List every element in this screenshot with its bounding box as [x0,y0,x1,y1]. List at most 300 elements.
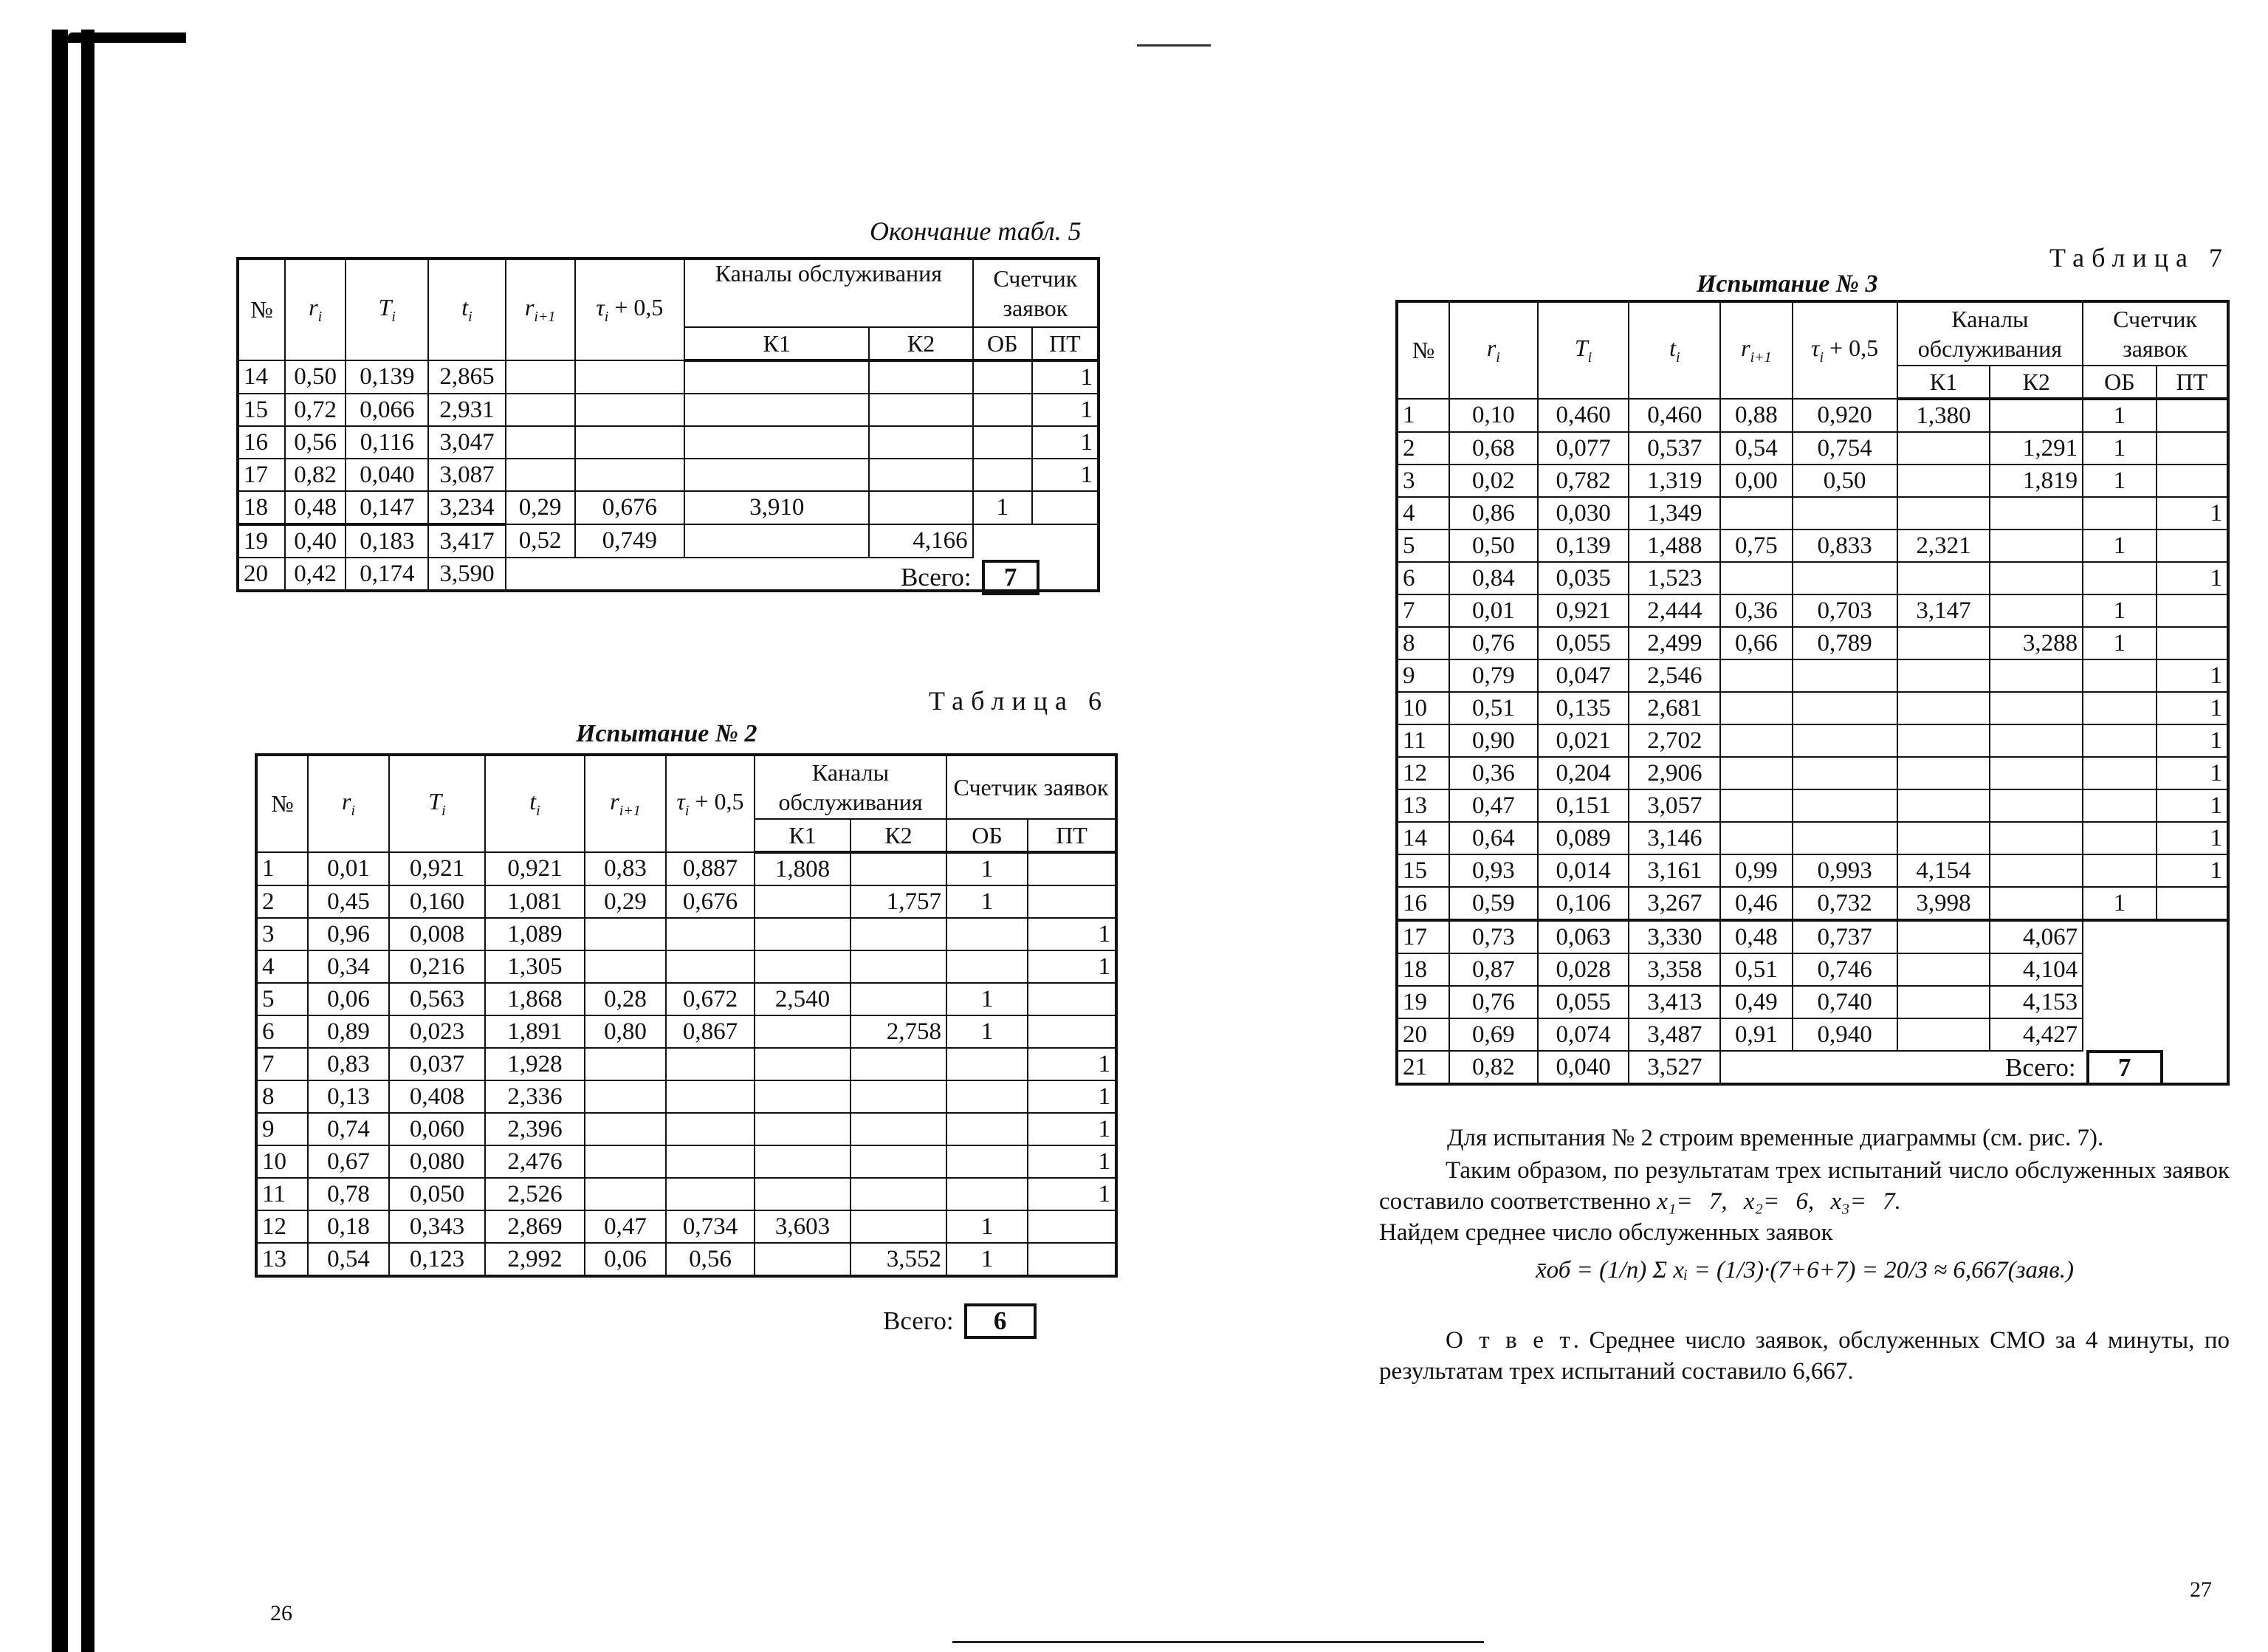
table-cell [575,394,684,426]
table-row [256,885,1116,918]
table-cell [1720,757,1792,789]
header-channels: Каналы обслуживания [1897,301,2083,366]
table-cell [946,918,1028,950]
table-cell: 0,40 [285,524,346,558]
table-cell [850,918,946,950]
table-cell [2157,953,2228,986]
table-cell [850,1080,946,1113]
table-cell: 0,76 [1449,986,1538,1018]
table-cell: 0,29 [585,885,666,918]
table-row [238,491,1099,524]
table-cell [1897,692,1990,724]
table-cell [1028,983,1116,1015]
table-cell: 1 [2083,594,2156,627]
table-cell: 14 [238,360,285,394]
table-cell: 4,067 [1990,920,2083,953]
table-cell [2083,920,2156,953]
table-cell: 8 [256,1080,308,1113]
table-cell: 1,757 [850,885,946,918]
table-cell: 0,68 [1449,432,1538,465]
table-cell [1990,562,2083,594]
table-cell [2157,1051,2228,1084]
page-number-left: 26 [270,1601,292,1625]
table-row [1397,692,2228,724]
table-cell: 1 [2083,627,2156,659]
table-cell [946,1113,1028,1145]
table-cell [2157,1018,2228,1051]
table-row [1397,757,2228,789]
total-value: 7 [982,560,1040,595]
table-cell: 0,833 [1793,529,1897,562]
table-cell [2083,789,2156,822]
table-cell: 1 [2157,562,2228,594]
header-ri: $r_i$ [285,258,346,360]
table-cell: 0,460 [1538,399,1629,432]
table-cell: 9 [256,1113,308,1145]
table-cell: 19 [238,524,285,558]
table-cell [946,1080,1028,1113]
table-cell: 1 [1032,426,1099,459]
table-cell [1032,558,1099,591]
table-cell [2157,594,2228,627]
table-cell: 1 [946,1015,1028,1048]
header-k1: К1 [1897,366,1990,399]
table-cell: 1,808 [755,852,850,885]
table-cell [1990,594,2083,627]
table-cell [2157,627,2228,659]
table-cell: 13 [256,1243,308,1276]
table-cell: 2,681 [1629,692,1720,724]
table-cell [1720,822,1792,854]
table-cell: 3 [1397,465,1449,497]
table-cell: 20 [238,558,285,591]
table-cell [1897,724,1990,757]
table-cell: 0,151 [1538,789,1629,822]
table-cell [1032,524,1099,558]
table-cell: 1 [2157,692,2228,724]
table-cell: 2,336 [485,1080,585,1113]
table-cell: 5 [1397,529,1449,562]
table-cell: 3 [256,918,308,950]
table-cell: 0,83 [585,852,666,885]
table-cell: 0,023 [389,1015,485,1048]
table-row [238,426,1099,459]
table-cell [1720,692,1792,724]
table-cell: 0,216 [389,950,485,983]
table-cell [1720,659,1792,692]
table-cell: 11 [256,1178,308,1210]
table-cell [2157,986,2228,1018]
header-ri: $r_i$ [308,755,389,852]
table-cell: 0,67 [308,1145,389,1178]
header-Ti: $T_i$ [389,755,485,852]
table-cell: 0,47 [585,1210,666,1243]
page-edge-bottom [952,1641,1484,1643]
table-cell: 0,76 [1449,627,1538,659]
header-ob: ОБ [946,819,1028,852]
table-cell [869,459,972,491]
table-cell [755,918,850,950]
table-cell [506,459,575,491]
table-cell [1028,1243,1116,1276]
table7-total [2005,1050,2163,1086]
table-cell [1990,692,2083,724]
table-cell [1897,659,1990,692]
table-cell: 0,29 [506,491,575,524]
table-cell: 1 [2157,854,2228,887]
table-cell [2157,465,2228,497]
table-cell [755,1015,850,1048]
table-row [1397,1018,2228,1051]
table-row [238,360,1099,394]
table-cell [946,950,1028,983]
table-cell: 13 [1397,789,1449,822]
table-cell: 0,99 [1720,854,1792,887]
table-cell [1990,822,2083,854]
table-cell: 0,183 [346,524,428,558]
table-cell: 3,147 [1897,594,1990,627]
table-cell [1990,724,2083,757]
table-6 [255,753,1118,1278]
paragraph-diagrams: Для испытания № 2 строим временные диаграммы (см. рис. 7). [1447,1125,2104,1151]
table-cell: 10 [256,1145,308,1178]
table-cell: 0,13 [308,1080,389,1113]
table-cell [850,1113,946,1145]
table-cell [973,426,1032,459]
table-cell: 0,676 [575,491,684,524]
table-cell [1990,757,2083,789]
table-cell: 0,48 [1720,920,1792,953]
table-cell [1028,1015,1116,1048]
table-cell [506,558,575,591]
table-cell: 1 [2157,724,2228,757]
table-cell: 0,746 [1793,953,1897,986]
table-cell: 0,84 [1449,562,1538,594]
table-cell [506,360,575,394]
table-cell: 0,123 [389,1243,485,1276]
table-cell: 3,413 [1629,986,1720,1018]
table-cell: 2,758 [850,1015,946,1048]
table-cell: 1 [2083,529,2156,562]
table-cell: 1 [1028,1145,1116,1178]
table-cell [755,1243,850,1276]
table-cell: 1,891 [485,1015,585,1048]
table-cell [1028,885,1116,918]
table-cell: 0,734 [666,1210,755,1243]
table-row [1397,789,2228,822]
table-cell: 0,867 [666,1015,755,1048]
table-cell: 1 [1032,394,1099,426]
table-cell [1897,432,1990,465]
table-cell: 0,080 [389,1145,485,1178]
table-cell [1720,1051,1792,1084]
table-cell [684,558,869,591]
table-cell: 3,358 [1629,953,1720,986]
table-cell [575,459,684,491]
header-no: № [1397,301,1449,399]
table-cell: 1 [1028,1080,1116,1113]
total-value: 7 [2086,1050,2163,1086]
table-cell: 0,940 [1793,1018,1897,1051]
table-cell: 0,749 [575,524,684,558]
table-cell: 0,066 [346,394,428,426]
table-cell: 0,014 [1538,854,1629,887]
table-cell [1028,852,1116,885]
table-cell [506,394,575,426]
table-cell: 2,540 [755,983,850,1015]
table-cell: 0,077 [1538,432,1629,465]
header-ob: ОБ [973,327,1032,360]
table-cell: 0,537 [1629,432,1720,465]
paragraph-answer [1379,1325,2230,1387]
table-cell [666,1080,755,1113]
table-cell: 0,36 [1720,594,1792,627]
table-row [1397,887,2228,920]
table-cell [585,950,666,983]
table-cell [666,1113,755,1145]
table-cell: 2,476 [485,1145,585,1178]
table-cell: 0,135 [1538,692,1629,724]
table-cell [1720,497,1792,529]
total-label: Всего: [2005,1053,2076,1082]
table-cell: 0,740 [1793,986,1897,1018]
table-cell: 0,074 [1538,1018,1629,1051]
header-k1: К1 [684,327,869,360]
table-cell: 0,921 [485,852,585,885]
paragraph-find-mean: Найдем среднее число обслуженных заявок [1379,1219,1833,1246]
table-cell: 0,54 [1720,432,1792,465]
table-cell: 0,72 [285,394,346,426]
table7-title: Таблица 7 [2049,243,2230,273]
table-cell [869,426,972,459]
table-cell: 0,887 [666,852,755,885]
table-cell: 0,089 [1538,822,1629,854]
header-tau: $\tau_i + 0,5$ [666,755,755,852]
table-cell: 4,166 [869,524,972,558]
table-cell [850,950,946,983]
table-row [238,459,1099,491]
table-cell: 1,868 [485,983,585,1015]
table-cell: 0,42 [285,558,346,591]
table-cell [684,426,869,459]
table-cell: 0,921 [389,852,485,885]
table-cell: 2,906 [1629,757,1720,789]
table-cell: 0,021 [1538,724,1629,757]
table-cell: 1 [1028,1048,1116,1080]
table-cell [1897,627,1990,659]
table-cell: 16 [1397,887,1449,920]
book-binding-edge [52,30,97,1652]
table-cell: 3,527 [1629,1051,1720,1084]
table-cell: 3,590 [428,558,505,591]
table-cell: 0,01 [308,852,389,885]
table-cell: 1 [946,1243,1028,1276]
table-cell: 0,00 [1720,465,1792,497]
table-cell [850,1048,946,1080]
table-row [1397,854,2228,887]
table-cell: 1 [1028,1113,1116,1145]
table-cell [1793,562,1897,594]
table-row [1397,920,2228,953]
header-pt: ПТ [1032,327,1099,360]
table-cell: 3,330 [1629,920,1720,953]
table-cell: 1 [1032,360,1099,394]
table-cell [575,426,684,459]
table-row [1397,399,2228,432]
table-cell: 0,88 [1720,399,1792,432]
table-cell: 9 [1397,659,1449,692]
header-no: № [256,755,308,852]
table-cell [1897,986,1990,1018]
table-cell: 0,789 [1793,627,1897,659]
table-cell: 2,702 [1629,724,1720,757]
table-row [1397,627,2228,659]
table-cell [585,1145,666,1178]
mean-formula: x̄об = (1/n) Σ xᵢ = (1/3)·(7+6+7) = 20/3 ≈ 6,667(заяв.) [1536,1257,2074,1283]
table-cell [973,360,1032,394]
table-cell [973,394,1032,426]
table-cell [2083,659,2156,692]
table-cell [1793,724,1897,757]
table-cell [684,524,869,558]
table-cell: 0,34 [308,950,389,983]
table-cell: 0,50 [285,360,346,394]
table-cell [666,1145,755,1178]
table-cell: 8 [1397,627,1449,659]
table-cell: 4 [256,950,308,983]
table-cell: 3,603 [755,1210,850,1243]
table-cell: 3,161 [1629,854,1720,887]
table-row [1397,724,2228,757]
table-5-continuation [236,257,1100,592]
page-edge-line [1137,44,1211,47]
table-cell: 0,01 [1449,594,1538,627]
table-cell [1990,659,2083,692]
table-cell: 0,782 [1538,465,1629,497]
table-cell [946,1048,1028,1080]
table-cell [1032,491,1099,524]
table-cell: 7 [256,1048,308,1080]
table-cell: 2,444 [1629,594,1720,627]
table5-caption: Окончание табл. 5 [870,216,1082,246]
table-cell: 2,546 [1629,659,1720,692]
table-cell: 1 [2083,887,2156,920]
table-cell [1793,692,1897,724]
table-cell: 0,920 [1793,399,1897,432]
table-cell [2083,986,2156,1018]
table-cell [755,1113,850,1145]
table-cell: 0,93 [1449,854,1538,887]
table-row [238,524,1099,558]
table-cell: 0,45 [308,885,389,918]
table-row [256,918,1116,950]
table-cell [755,885,850,918]
table-row [1397,432,2228,465]
table-cell [585,1048,666,1080]
table-cell: 0,50 [1449,529,1538,562]
table-cell: 2 [1397,432,1449,465]
answer-label: О т в е т [1446,1327,1573,1354]
table-cell: 0,174 [346,558,428,591]
table-cell: 0,90 [1449,724,1538,757]
header-pt: ПТ [2157,366,2228,399]
table-cell: 1 [946,983,1028,1015]
table6-title: Таблица 6 [929,686,1109,716]
table-cell [1793,757,1897,789]
table-cell [1897,562,1990,594]
page-number-right: 27 [2190,1577,2212,1602]
table-cell: 0,51 [1720,953,1792,986]
table-cell: 3,087 [428,459,505,491]
table-cell: 0,80 [585,1015,666,1048]
table-cell [755,950,850,983]
table-cell: 2 [256,885,308,918]
table-cell [973,524,1032,558]
table-cell [585,1080,666,1113]
table-cell: 0,037 [389,1048,485,1080]
table-cell: 2,869 [485,1210,585,1243]
table-cell [1897,822,1990,854]
table-cell [1720,789,1792,822]
table-cell: 4,427 [1990,1018,2083,1051]
table-cell [1990,854,2083,887]
table-cell: 1,819 [1990,465,2083,497]
table-cell: 1 [2083,465,2156,497]
table-row [1397,562,2228,594]
table-cell [666,1178,755,1210]
table-cell [1990,529,2083,562]
paragraph-results [1379,1155,2230,1217]
table-cell [1793,1051,1897,1084]
table-cell [2083,854,2156,887]
table-cell: 1 [973,491,1032,524]
table-cell [1720,724,1792,757]
table7-body [1397,399,2228,1084]
table-cell [850,852,946,885]
table-row [256,1178,1116,1210]
table-cell [850,1210,946,1243]
table-cell: 0,56 [666,1243,755,1276]
header-k2: К2 [1990,366,2083,399]
table-cell: 0,737 [1793,920,1897,953]
header-k1: К1 [755,819,850,852]
table-cell: 1 [946,852,1028,885]
table-cell: 0,46 [1720,887,1792,920]
table-cell: 3,057 [1629,789,1720,822]
table-cell [666,918,755,950]
table-cell: 3,047 [428,426,505,459]
table-cell: 1,349 [1629,497,1720,529]
table5-total [901,560,1040,595]
table-cell: 1 [2083,432,2156,465]
table-cell [575,558,684,591]
table-cell: 0,82 [1449,1051,1538,1084]
header-ri1: $r_{i+1}$ [506,258,575,360]
table-cell: 0,343 [389,1210,485,1243]
table-cell [850,1145,946,1178]
header-ti: $t_i$ [428,258,505,360]
table-cell [1028,1210,1116,1243]
table-cell: 3,910 [684,491,869,524]
table-cell: 1,928 [485,1048,585,1080]
table-cell: 3,267 [1629,887,1720,920]
table-cell: 5 [256,983,308,1015]
table-cell: 11 [1397,724,1449,757]
table-cell [575,360,684,394]
table-cell [1990,399,2083,432]
table-cell: 0,82 [285,459,346,491]
table-cell: 0,563 [389,983,485,1015]
